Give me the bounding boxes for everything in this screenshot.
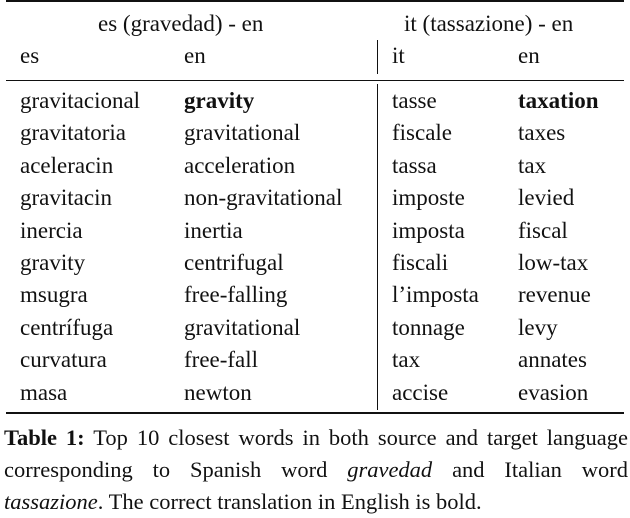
table-cell-en1: free-fall <box>184 347 259 373</box>
table-cell-it: tax <box>392 347 421 373</box>
table-cell-en2: levied <box>518 185 575 211</box>
table-cell-en1: free-falling <box>184 282 288 308</box>
table-cell-en2: fiscal <box>518 217 568 243</box>
table-cell-it: tonnage <box>392 314 465 340</box>
column-header-en-1: en <box>184 43 206 68</box>
table-cell-en2: taxation <box>518 88 599 113</box>
table-top-rule <box>6 0 624 2</box>
table-cell-it: imposte <box>392 185 465 211</box>
table-cell-it: fiscale <box>392 120 453 146</box>
table-cell-it: l’imposta <box>392 282 479 308</box>
table-cell-en2: taxes <box>518 120 566 146</box>
table-cell-es: gravity <box>20 250 86 275</box>
caption-label: Table 1: <box>4 425 85 450</box>
table-cell-es: gravitacional <box>20 88 141 113</box>
table-cell-es: centrífuga <box>20 314 114 340</box>
table-header-rule <box>6 80 624 81</box>
table-cell-es: aceleracin <box>20 152 114 178</box>
table-cell-en1: gravity <box>184 88 255 113</box>
group-title-it: it (tassazione) - en <box>404 11 574 36</box>
table-cell-es: gravitatoria <box>20 120 127 146</box>
caption-text-b: and Italian word <box>452 457 629 482</box>
table-cell-it: imposta <box>392 217 465 243</box>
column-header-it: it <box>392 43 405 68</box>
table-cell-en1: newton <box>184 379 252 405</box>
table-cell-en1: non-gravitational <box>184 185 343 211</box>
column-divider-body <box>377 84 378 410</box>
table-cell-it: fiscali <box>392 250 449 275</box>
caption-word-es: gravedad <box>347 457 433 482</box>
table-cell-es: masa <box>20 379 68 405</box>
table-cell-en2: tax <box>518 152 547 178</box>
table-cell-es: gravitacin <box>20 185 112 211</box>
table-cell-en1: inertia <box>184 217 243 243</box>
table-cell-it: tasse <box>392 88 437 113</box>
table-cell-en1: gravitational <box>184 314 301 340</box>
table-cell-es: curvatura <box>20 347 107 373</box>
table-cell-en2: annates <box>518 347 587 373</box>
table-cell-en1: centrifugal <box>184 250 284 275</box>
table-cell-it: accise <box>392 379 449 405</box>
table-caption <box>4 422 628 518</box>
table-cell-es: inercia <box>20 217 83 243</box>
table-cell-en1: acceleration <box>184 152 296 178</box>
table-cell-en2: revenue <box>518 282 591 308</box>
table-bottom-rule <box>6 412 624 414</box>
caption-text-a: Top 10 closest words in both source and target language corresponding to Spanish word <box>4 425 629 482</box>
table-cell-en2: low-tax <box>518 250 589 275</box>
group-title-es: es (gravedad) - en <box>98 11 264 36</box>
column-header-en-2: en <box>518 43 540 68</box>
column-divider-header <box>377 40 378 74</box>
caption-text-c: . The correct translation in English is bold. <box>97 489 482 514</box>
table-cell-it: tassa <box>392 152 437 178</box>
caption-word-it: tassazione <box>4 489 98 514</box>
table-cell-en2: levy <box>518 314 558 340</box>
table-cell-en2: evasion <box>518 379 589 405</box>
table-cell-en1: gravitational <box>184 120 301 146</box>
column-header-es: es <box>20 43 40 68</box>
table-cell-es: msugra <box>20 282 88 308</box>
